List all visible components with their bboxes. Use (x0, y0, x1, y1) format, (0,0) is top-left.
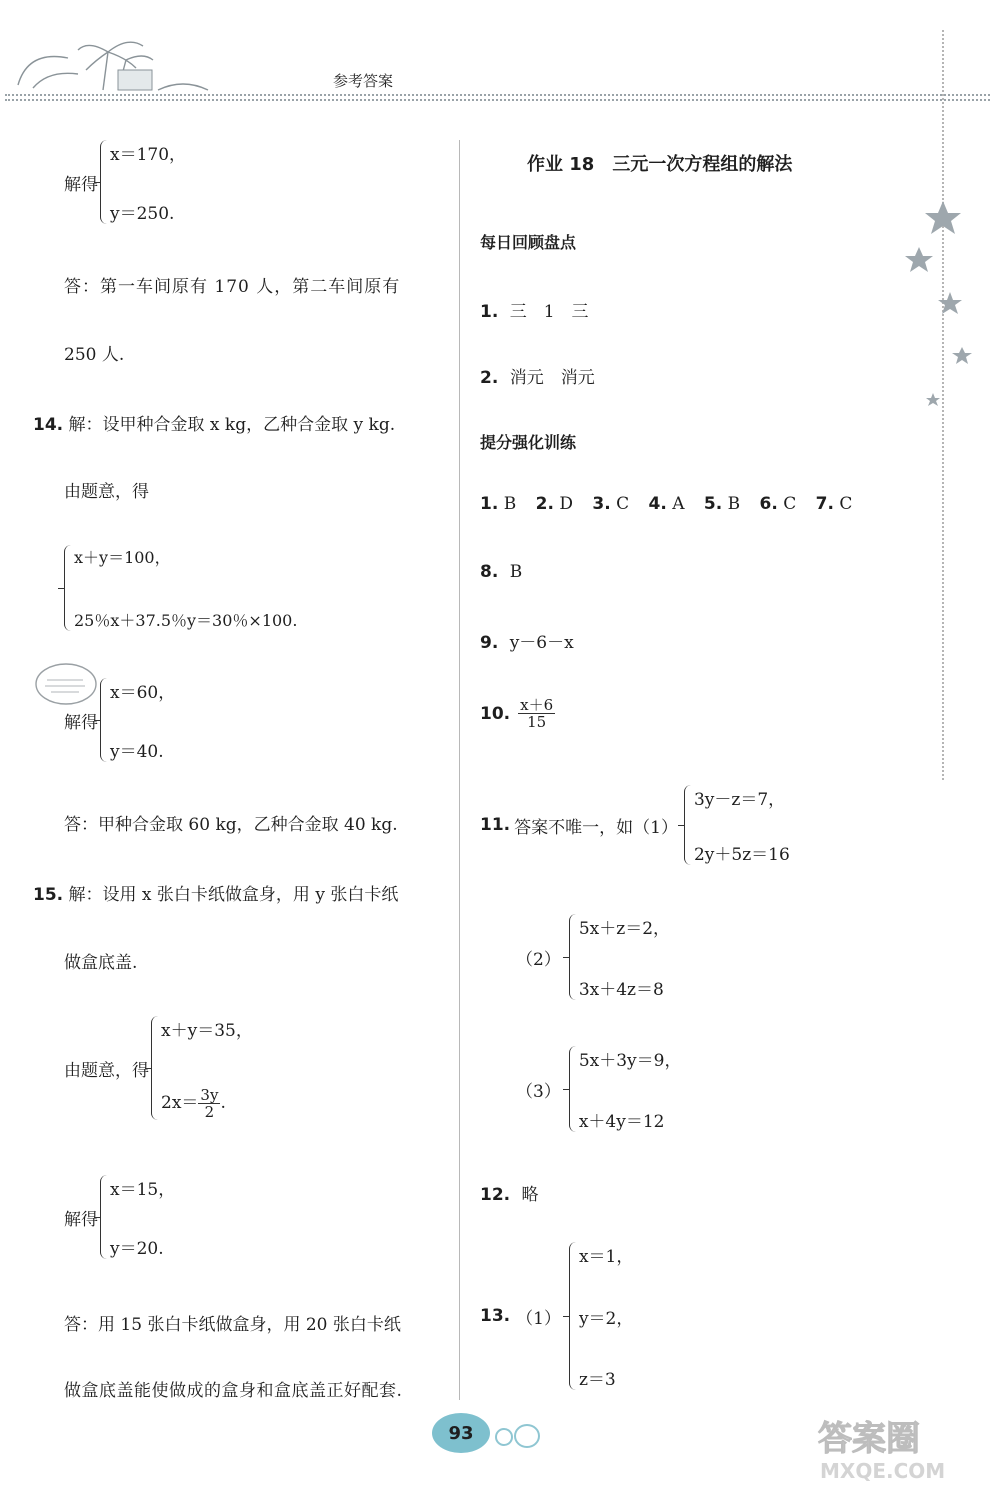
q14-solution-system (64, 678, 175, 762)
watermark-url: MXQE.COM (820, 1459, 946, 1483)
brace (569, 1242, 576, 1390)
q14-system (64, 545, 297, 631)
fraction: $\frac{x+6}{15}$ (520, 696, 554, 731)
decor-ring-large (514, 1424, 540, 1448)
q15-continued: 做盒底盖. (64, 953, 138, 973)
solution-label: 解得 (64, 712, 98, 733)
watermark-text: 答案圈 (818, 1419, 920, 1459)
solution-label: 解得 (64, 1209, 98, 1230)
brace (569, 1046, 576, 1132)
equation: y＝40. (110, 742, 164, 762)
answer-13-system: 13. （1） x＝1， y＝2， z＝3 (480, 1242, 633, 1390)
question-number: 14. (33, 415, 64, 435)
question-text: 解：设甲种合金取 x kg，乙种合金取 y kg. (68, 415, 396, 435)
answer-15-line1: 答：用 15 张白卡纸做盒身，用 20 张白卡纸 (64, 1315, 401, 1335)
answer-13-line1: 答：第一车间原有 170 人，第二车间原有 (64, 277, 401, 297)
brace (100, 678, 107, 762)
answer-9: 9. y－6－x (480, 633, 574, 653)
answer-15-line2: 做盒底盖能使做成的盒身和盒底盖正好配套. (64, 1381, 403, 1401)
equation: x＋y＝100， (74, 548, 171, 567)
question-14 (33, 410, 395, 435)
mc-item: 2. D (535, 494, 573, 514)
equation: 5x＋3y＝9， (578, 1051, 682, 1071)
equation: y＝2， (578, 1308, 634, 1329)
equation: x＋4y＝12 (578, 1112, 665, 1132)
equation: x＝60， (110, 683, 176, 703)
answer-11-system-3: （3） 5x＋3y＝9， x＋4y＝12 (516, 1046, 681, 1132)
mc-item: 7. C (815, 494, 853, 514)
brace (100, 1175, 107, 1259)
decor-ring-small (495, 1428, 513, 1446)
equation: x＋y＝35， (161, 1021, 253, 1041)
brace (569, 914, 576, 1000)
column-divider (459, 140, 460, 1400)
equation: 3y－z＝7， (693, 790, 786, 810)
answer-10: 10. $\frac{x+6}{15}$ (480, 696, 554, 731)
q15-solution-system (64, 1175, 175, 1259)
header-rule-top (5, 94, 990, 96)
solution-system-13 (64, 140, 186, 224)
question-number: 15. (33, 885, 64, 905)
answer-1: 1. 三 1 三 (480, 302, 589, 322)
equation: 25％x＋37.5％y＝30％×100. (74, 611, 298, 630)
brace (64, 545, 71, 631)
header-palm-decoration (8, 30, 228, 98)
section-title: 作业 18 三元一次方程组的解法 (527, 154, 793, 175)
fraction: $\frac{3y}{2}$ (200, 1086, 219, 1121)
equation: 5x＋z＝2， (578, 919, 671, 939)
mc-item: 6. C (759, 494, 797, 514)
watermark-logo (812, 1412, 992, 1484)
answer-11-system-2: （2） 5x＋z＝2， 3x＋4z＝8 (516, 914, 670, 1000)
solution-label: 解得 (64, 174, 98, 195)
answer-13-line2: 250 人. (64, 345, 125, 365)
multiple-choice-answers (480, 494, 852, 514)
system-label: 由题意，得 (64, 1060, 149, 1081)
mc-item: 5. B (703, 494, 741, 514)
section-heading-daily-review: 每日回顾盘点 (480, 233, 577, 252)
header-rule-bottom (5, 99, 990, 101)
equation: y＝250. (110, 204, 175, 224)
q14-intro: 由题意，得 (64, 482, 149, 502)
section-heading-training: 提分强化训练 (480, 433, 577, 452)
equation: 2y＋5z＝16 (693, 845, 790, 865)
mc-item: 3. C (592, 494, 630, 514)
answer-2: 2. 消元 消元 (480, 368, 595, 388)
equation: y＝20. (110, 1239, 164, 1259)
answer-14: 答：甲种合金取 60 kg，乙种合金取 40 kg. (64, 815, 398, 835)
header-title: 参考答案 (333, 72, 394, 90)
question-15 (33, 880, 398, 905)
question-text: 解：设用 x 张白卡纸做盒身，用 y 张白卡纸 (68, 885, 399, 905)
answer-11-system-1: 11. 答案不唯一，如（1） 3y－z＝7， 2y＋5z＝16 (480, 785, 790, 865)
answer-12: 12. 略 (480, 1185, 539, 1205)
brace (100, 140, 107, 224)
stars-decoration (895, 195, 985, 415)
equation-with-fraction: 2x＝ $\frac{3y}{2}$ . (161, 1086, 226, 1121)
equation: z＝3 (578, 1370, 616, 1390)
mc-item: 1. B (480, 494, 517, 514)
mc-item: 4. A (648, 494, 685, 514)
equation: 3x＋4z＝8 (578, 980, 664, 1000)
equation: x＝170， (110, 145, 187, 165)
brace (684, 785, 691, 865)
page-number-badge: 93 (432, 1413, 490, 1453)
brace (151, 1016, 158, 1120)
equation: x＝1， (578, 1247, 634, 1267)
answer-8: 8. B (480, 562, 523, 582)
q15-system (64, 1016, 253, 1120)
equation: x＝15， (110, 1180, 176, 1200)
